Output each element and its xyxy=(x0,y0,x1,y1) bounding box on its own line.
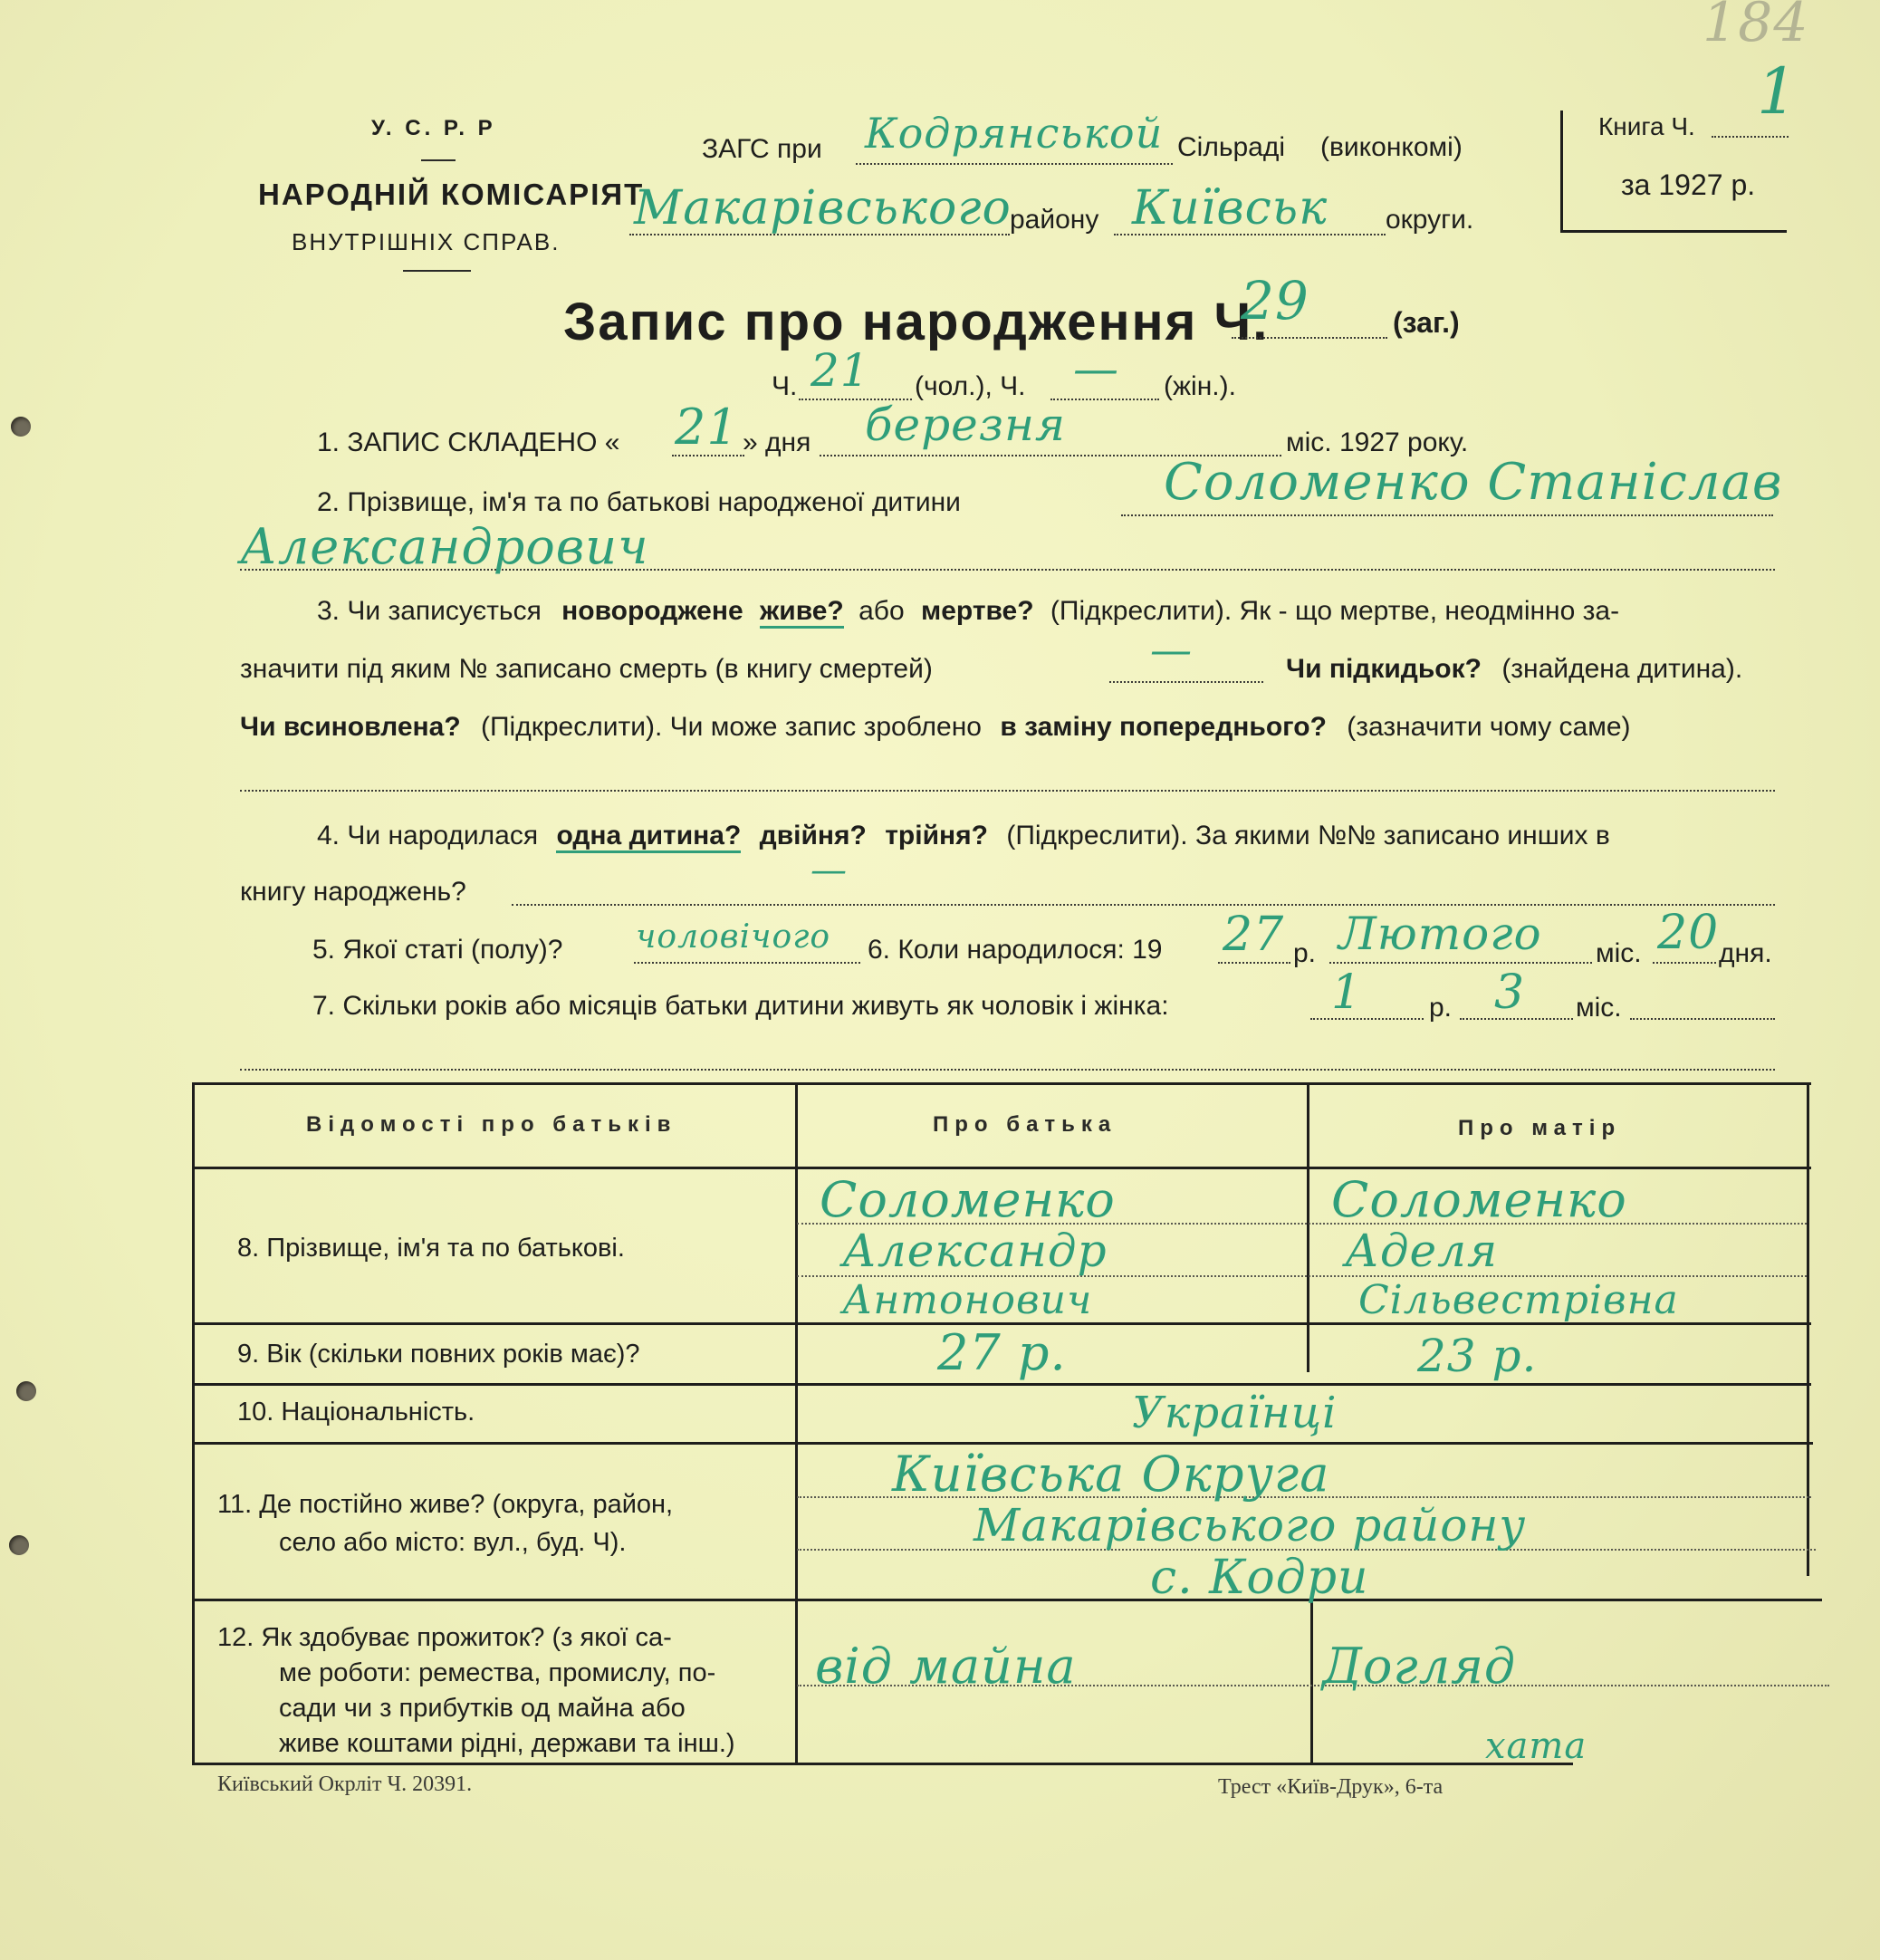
item5-label: 5. Якої статі (полу)? xyxy=(312,935,563,965)
item6-r: р. xyxy=(1293,938,1317,968)
row9-mother-age: 23 р. xyxy=(1417,1330,1538,1382)
header-rule xyxy=(421,159,456,161)
table-col-divider xyxy=(1310,1599,1313,1763)
item1-suffix: міс. 1927 року. xyxy=(1286,428,1469,457)
record-number-suffix: (заг.) xyxy=(1393,306,1460,339)
item6-day: 20 xyxy=(1657,906,1720,960)
book-label: Книга Ч. xyxy=(1598,112,1695,140)
zags-field-line xyxy=(856,163,1173,165)
item3-newborn: новороджене xyxy=(561,596,743,626)
record-number-line xyxy=(1232,337,1387,339)
item3-alive: живе? xyxy=(760,596,844,629)
female-number: — xyxy=(1073,342,1119,395)
item3-foundling-row xyxy=(1286,654,1742,685)
row12-label-d: живе коштами рідні, держави та інш.) xyxy=(279,1729,735,1758)
item3-or: або xyxy=(858,596,905,626)
book-value: 1 xyxy=(1757,54,1798,129)
item3-line3 xyxy=(240,712,1631,743)
row12-label-a: 12. Як здобуває прожиток? (з якої са- xyxy=(217,1623,672,1652)
item3-foundling: Чи підкидьок? xyxy=(1286,654,1482,684)
item3-death-line xyxy=(1109,681,1263,683)
okruha-label: округи. xyxy=(1386,205,1474,235)
item5-value: чоловічого xyxy=(636,918,831,956)
zags-label: ЗАГС при xyxy=(702,134,822,164)
item4-field-line xyxy=(512,904,1775,906)
item3-blank-line xyxy=(240,790,1775,792)
ch-label: Ч. xyxy=(772,371,798,401)
row11-village: с. Кодри xyxy=(1150,1551,1369,1605)
item3-line3a: (Підкреслити). Чи може запис зроблено xyxy=(481,712,982,742)
item4-triplets: трійня? xyxy=(885,821,988,850)
item4-value: — xyxy=(811,850,848,891)
item7-field-tail xyxy=(1630,1018,1775,1020)
row11-label-b: село або місто: вул., буд. Ч). xyxy=(279,1528,627,1557)
item3-replace: в заміну попереднього? xyxy=(1000,712,1327,742)
row11-label-a: 11. Де постійно живе? (округа, район, xyxy=(217,1490,674,1519)
item5-field-line xyxy=(634,962,860,964)
male-label: (чол.), Ч. xyxy=(915,371,1026,401)
item4-one: одна дитина? xyxy=(556,821,741,853)
ussr-label: У. С. Р. Р xyxy=(371,116,496,140)
book-field-line xyxy=(1712,136,1789,138)
zags-value: Кодрянськой xyxy=(865,109,1164,158)
row9-label: 9. Вік (скільки повних років має)? xyxy=(237,1340,640,1369)
row11-rayon: Макарівського району xyxy=(974,1499,1527,1552)
item2-value-a: Соломенко Станіслав xyxy=(1164,453,1783,512)
table-row-divider xyxy=(192,1167,1811,1169)
row8-father-patronymic: Антонович xyxy=(842,1277,1093,1323)
item7-blank-line xyxy=(240,1069,1775,1071)
row12-mother-b: хата xyxy=(1485,1725,1587,1767)
table-col-divider xyxy=(1307,1082,1309,1372)
table-border xyxy=(192,1763,1573,1765)
record-number: 29 xyxy=(1241,270,1309,331)
item4-line1 xyxy=(317,821,1610,851)
item3-rest1: (Підкреслити). Як - що мертве, неодмінно за- xyxy=(1050,596,1620,626)
table-border xyxy=(1807,1082,1809,1576)
table-col-divider xyxy=(795,1082,798,1765)
item3-line2 xyxy=(240,654,933,685)
item4-prefix: 4. Чи народилася xyxy=(317,821,539,850)
item3-adopted: Чи всиновлена? xyxy=(240,712,461,742)
punch-hole xyxy=(16,1381,36,1401)
item2-value-b: Александрович xyxy=(240,518,649,575)
punch-hole xyxy=(11,417,31,437)
item6-dnya: дня. xyxy=(1719,938,1772,968)
footer-printer-right: Трест «Київ-Друк», 6-та xyxy=(1218,1775,1444,1799)
item1-prefix: 1. ЗАПИС СКЛАДЕНО « xyxy=(317,428,620,457)
punch-hole xyxy=(9,1535,29,1555)
item2-field-line xyxy=(1121,514,1773,516)
row8-label: 8. Прізвище, ім'я та по батькові. xyxy=(237,1234,625,1263)
item3-line2-text: значити під яким № записано смерть (в книгу смертей) xyxy=(240,654,933,684)
corner-number: 184 xyxy=(1703,0,1809,54)
item3-line3b: (зазначити чому саме) xyxy=(1347,712,1631,742)
item3-line1 xyxy=(317,596,1619,627)
item7-r: р. xyxy=(1429,993,1453,1023)
footer-printer-left: Київський Окрліт Ч. 20391. xyxy=(217,1773,473,1796)
male-number: 21 xyxy=(811,344,870,397)
table-header-father: Про батька xyxy=(933,1112,1117,1137)
table-row-divider xyxy=(192,1442,1813,1445)
table-border xyxy=(192,1082,195,1765)
item3-prefix: 3. Чи записується xyxy=(317,596,542,626)
row12-label-c: сади чи з прибутків од майна або xyxy=(279,1694,686,1723)
commissariat-label: НАРОДНІЙ КОМІСАРІЯТ xyxy=(258,178,645,211)
year-label: за 1927 р. xyxy=(1621,168,1756,201)
row8-mother-surname: Соломенко xyxy=(1331,1171,1627,1228)
female-label: (жін.). xyxy=(1164,371,1236,401)
item6-year-line xyxy=(1218,962,1290,964)
book-box-border xyxy=(1560,230,1787,233)
row8-mother-patronymic: Сільвестрівна xyxy=(1358,1277,1679,1323)
item1-day: 21 xyxy=(675,399,739,456)
table-border xyxy=(192,1082,1811,1085)
item7-mis: міс. xyxy=(1576,993,1622,1023)
row8-father-name: Александр xyxy=(842,1225,1108,1277)
row12-mother: Догляд xyxy=(1322,1638,1517,1695)
book-box-border xyxy=(1560,110,1563,233)
item7-label: 7. Скільки років або місяців батьки дитини живуть як чоловік і жінка: xyxy=(312,991,1169,1021)
item6-month: Лютого xyxy=(1338,908,1542,960)
table-header-mother: Про матір xyxy=(1458,1116,1622,1140)
okruha-value: Київськ xyxy=(1132,181,1328,235)
female-number-line xyxy=(1050,399,1159,400)
item3-dead: мертве? xyxy=(921,596,1034,626)
row10-nationality: Українці xyxy=(1132,1388,1338,1438)
rayon-label: району xyxy=(1010,205,1099,235)
item3-death-value: — xyxy=(1150,625,1193,674)
row8-father-surname: Соломенко xyxy=(820,1171,1116,1228)
page-title: Запис про народження Ч. xyxy=(563,293,1270,351)
row9-father-age: 27 р. xyxy=(937,1324,1067,1381)
table-row-divider xyxy=(192,1383,1811,1386)
item4-rest: (Підкреслити). За якими №№ записано инших в xyxy=(1006,821,1610,850)
item7-months: 3 xyxy=(1494,966,1526,1020)
internal-affairs-label: ВНУТРІШНІХ СПРАВ. xyxy=(292,228,561,255)
item6-mis: міс. xyxy=(1596,938,1642,968)
item3-found-note: (знайдена дитина). xyxy=(1501,654,1743,684)
item4-line2: книгу народжень? xyxy=(240,877,466,907)
row8-mother-name: Аделя xyxy=(1345,1225,1499,1277)
item1-month: березня xyxy=(865,399,1067,451)
silradi-label: Сільраді xyxy=(1177,132,1286,162)
vykonkomi-label: (виконкомі) xyxy=(1320,132,1463,162)
row10-label: 10. Національність. xyxy=(237,1398,475,1427)
table-header-info: Відомості про батьків xyxy=(306,1112,677,1137)
item6-year: 27 xyxy=(1223,908,1285,962)
row12-label-b: ме роботи: ремества, промислу, по- xyxy=(279,1658,716,1687)
row11-okruha: Київська Округа xyxy=(892,1446,1330,1503)
rayon-value: Макарівського xyxy=(634,181,1012,235)
table-row-divider xyxy=(192,1599,1822,1601)
item4-twins: двійня? xyxy=(759,821,867,850)
item7-years-line xyxy=(1310,1018,1424,1020)
item1-mid: » дня xyxy=(743,428,811,457)
header-rule xyxy=(403,270,471,272)
row12-father: від майна xyxy=(815,1638,1077,1695)
item6-day-line xyxy=(1653,962,1716,964)
item6-label: 6. Коли народилося: 19 xyxy=(868,935,1163,965)
item2-label: 2. Прізвище, ім'я та по батькові народженої дитини xyxy=(317,487,961,517)
item7-years: 1 xyxy=(1331,966,1363,1020)
item6-month-line xyxy=(1329,962,1592,964)
